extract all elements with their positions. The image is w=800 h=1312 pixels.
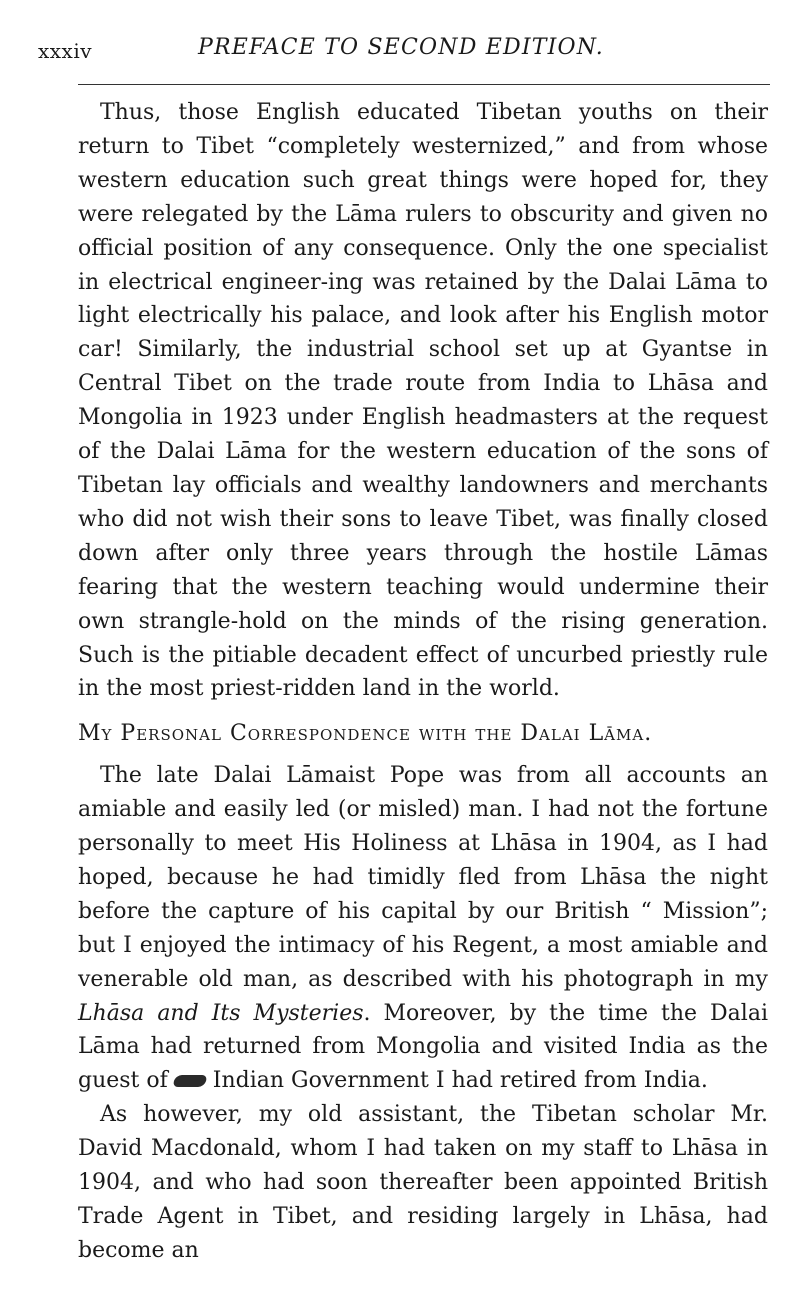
running-head: PREFACE TO SECOND EDITION. — [198, 35, 604, 60]
ink-smudge — [172, 1075, 208, 1087]
paragraph-2 — [78, 759, 768, 1098]
page-number: xxxiv — [38, 39, 93, 63]
paragraph-2-text-a: The late Dalai Lāmaist Pope was from all accounts an amiable and easily led (or misled) man. I had not the fortune personally to meet His Holiness at Lhāsa in 1904, as I had hoped, because he had timidly fled from Lhāsa the night before the capture of his capital by our British “ Mission”; but I enjoyed the intimacy of his Regent, a most amiable and venerable old man, as described with his photograph in my — [78, 763, 768, 992]
header-rule — [78, 84, 770, 85]
paragraph-3: As however, my old assistant, the Tibetan scholar Mr. David Macdonald, whom I had taken on my staff to Lhāsa in 1904, and who had soon thereafter been appointed British Trade Agent in Tibet, and residing largely in Lhāsa, had become an — [78, 1102, 768, 1263]
paragraph-2-text-c: Indian Government I had retired from India. — [212, 1068, 708, 1094]
page-body — [78, 96, 768, 1268]
paragraph-1: Thus, those English educated Tibetan youths on their return to Tibet “completely westernized,” and from whose western education such great things were hoped for, they were relegated by the Lāma rulers to obscurity and given no official position of any consequence. Only the one specialist in electrical engineer-ing was retained by the Dalai Lāma to light electrically his palace, and look after his English motor car! Similarly, the industrial school set up at Gyantse in Central Tibet on the trade route from India to Lhāsa and Mongolia in 1923 under English headmasters at the request of the Dalai Lāma for the western education of the sons of Tibetan lay officials and wealthy landowners and merchants who did not wish their sons to leave Tibet, was finally closed down after only three years through the hostile Lāmas fearing that the western teaching would undermine their own strangle-hold on the minds of the rising generation. Such is the pitiable decadent effect of uncurbed priestly rule in the most priest-ridden land in the world. — [78, 100, 768, 702]
book-title: Lhāsa and Its Mysteries — [78, 1000, 364, 1026]
paragraph-2-text-b: . Moreover, by the time the Dalai Lāma had returned from Mongolia and visited India as the guest of — [78, 1000, 768, 1094]
page-header — [38, 33, 764, 73]
section-heading: My Personal Correspondence with the Dalai Lāma. — [78, 721, 653, 747]
